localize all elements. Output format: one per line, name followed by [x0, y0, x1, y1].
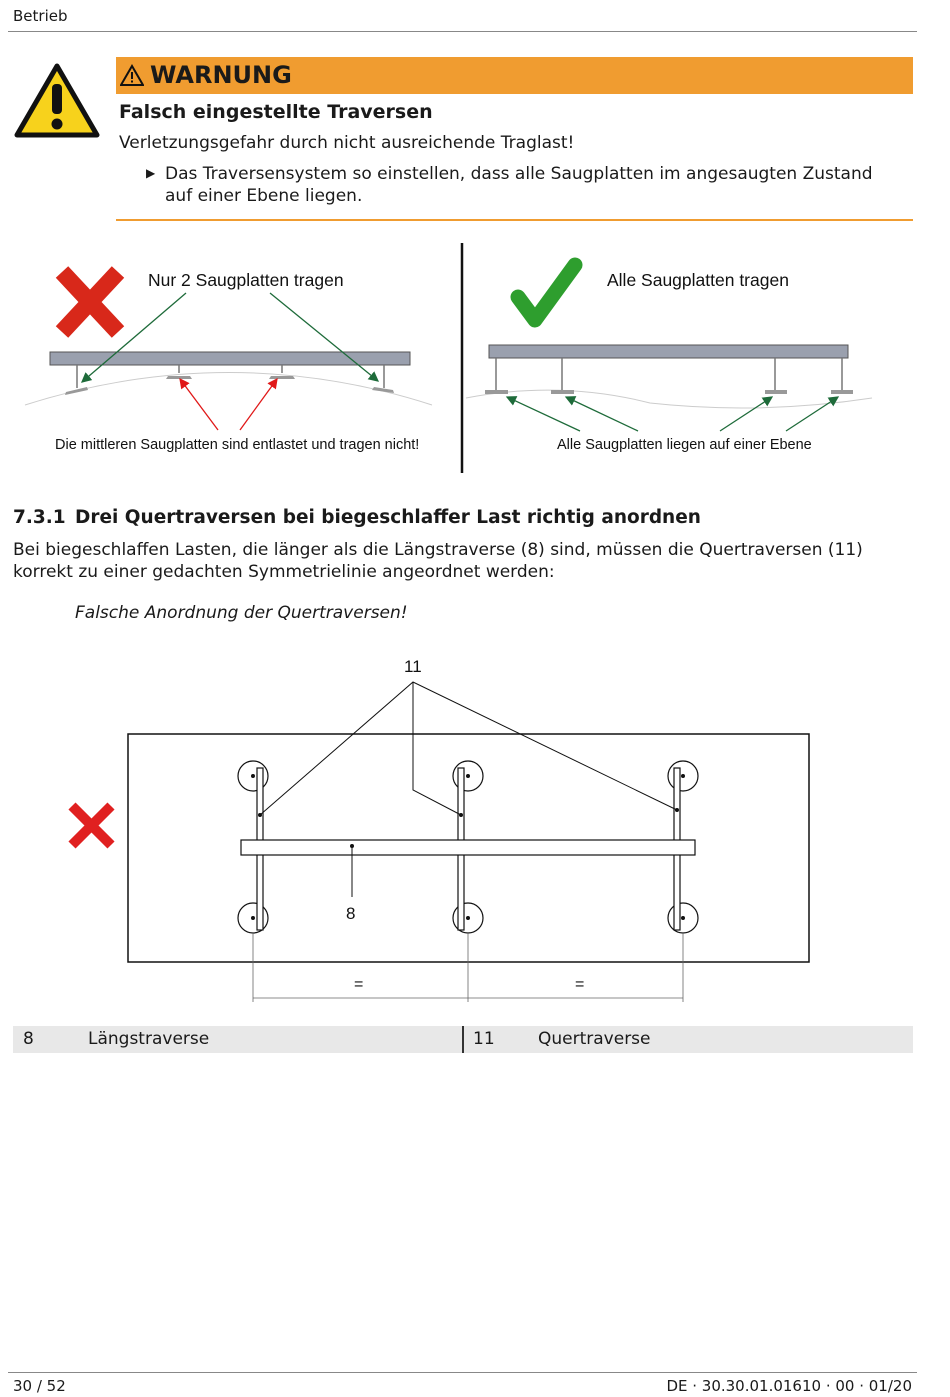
- label-8: 8: [346, 904, 356, 923]
- footer-divider: [8, 1372, 917, 1373]
- wrong-title: Nur 2 Saugplatten tragen: [148, 270, 344, 290]
- warning-instruction: Das Traversensystem so einstellen, dass alle Saugplatten im angesaugten Zustand auf einer Ebene liegen.: [165, 164, 873, 206]
- label-11: 11: [404, 657, 422, 676]
- right-caption: Alle Saugplatten liegen auf einer Ebene: [557, 437, 812, 453]
- page-number: 30 / 52: [13, 1377, 66, 1395]
- wrong-caption: Die mittleren Saugplatten sind entlastet und tragen nicht!: [55, 437, 420, 453]
- legend-text: Längstraverse: [88, 1029, 210, 1049]
- document-id: DE · 30.30.01.01610 · 00 · 01/20: [666, 1377, 912, 1395]
- equal-spacing-2: =: [575, 976, 585, 993]
- header-section: Betrieb: [13, 7, 68, 25]
- section-number: 7.3.1: [13, 507, 66, 528]
- section-body: Bei biegeschlaffen Lasten, die länger als die Längstraverse (8) sind, müssen die Quertraversen (11) korrekt zu einer gedachten Symmetrielinie angeordnet werden:: [13, 540, 863, 582]
- right-title: Alle Saugplatten tragen: [607, 270, 789, 290]
- equal-spacing-1: =: [354, 976, 364, 993]
- bullet-arrow-icon: ▶: [146, 166, 156, 180]
- legend-num: 8: [23, 1029, 34, 1049]
- legend-table: [13, 1026, 913, 1053]
- legend-text: Quertraverse: [538, 1029, 651, 1049]
- legend-num: 11: [473, 1029, 495, 1049]
- longitudinal-traverse: [241, 840, 695, 855]
- legend-divider: [462, 1026, 464, 1053]
- warning-label: WARNUNG: [150, 61, 292, 89]
- warning-title: Falsch eingestellte Traversen: [119, 101, 433, 123]
- red-cross-icon: [72, 806, 111, 845]
- warning-hazard: Verletzungsgefahr durch nicht ausreichende Traglast!: [119, 133, 575, 153]
- section-title: Drei Quertraversen bei biegeschlaffer Last richtig anordnen: [75, 507, 701, 528]
- figure-caption: Falsche Anordnung der Quertraversen!: [75, 603, 408, 623]
